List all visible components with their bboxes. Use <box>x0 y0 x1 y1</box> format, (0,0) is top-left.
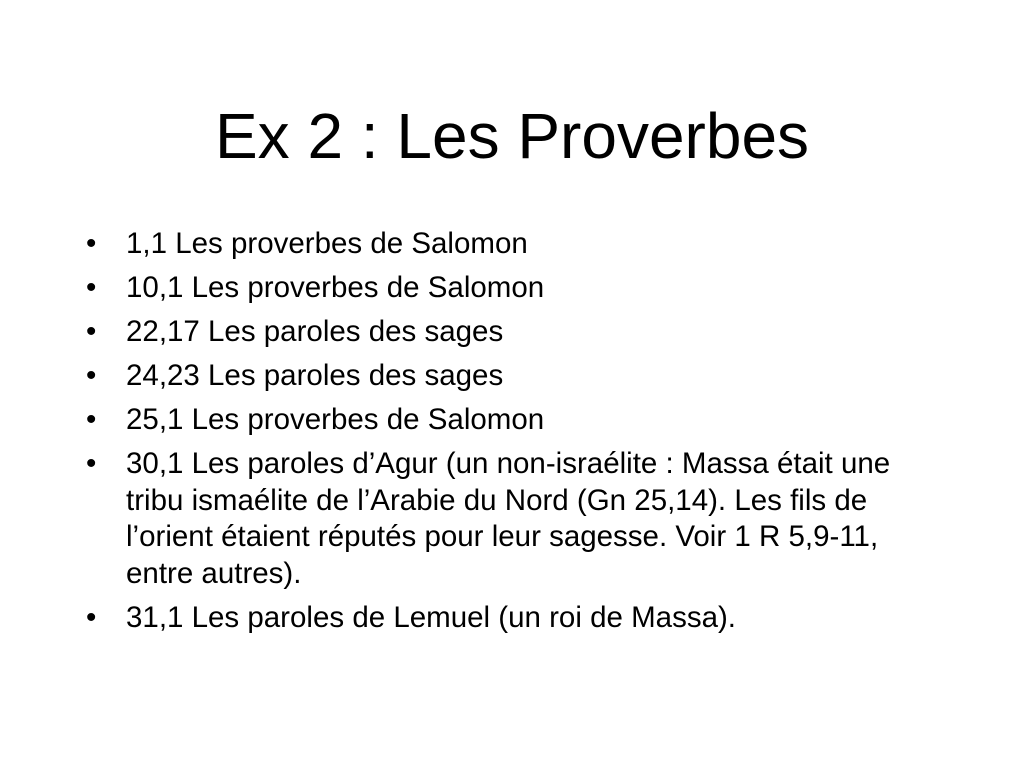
bullet-icon: • <box>86 447 97 480</box>
bullet-item-6 <box>86 446 946 592</box>
bullet-text: 1,1 Les proverbes de Salomon <box>126 227 528 260</box>
bullet-icon: • <box>86 315 97 348</box>
bullet-list <box>86 226 946 644</box>
bullet-text: 24,23 Les paroles des sages <box>126 359 504 392</box>
bullet-item-2 <box>86 270 946 307</box>
bullet-item-7 <box>86 600 946 637</box>
bullet-icon: • <box>86 600 97 634</box>
bullet-text: 22,17 Les paroles des sages <box>126 315 504 348</box>
bullet-item-1 <box>86 226 946 263</box>
bullet-text: 30,1 Les paroles d’Agur (un non-israélite : Massa était une tribu ismaélite de l’Arabie du Nord (Gn 25,14). Les fils de l’orient étaient réputés pour leur sagesse. Voir 1 R 5,9-11, entre autres). <box>126 447 891 590</box>
bullet-icon: • <box>86 271 97 304</box>
bullet-text: 25,1 Les proverbes de Salomon <box>126 403 545 436</box>
bullet-item-4 <box>86 358 946 395</box>
bullet-text: 31,1 Les paroles de Lemuel (un roi de Massa). <box>126 600 737 634</box>
bullet-icon: • <box>86 403 97 436</box>
bullet-icon: • <box>86 227 97 260</box>
slide-title: Ex 2 : Les Proverbes <box>214 100 810 172</box>
bullet-item-5 <box>86 402 946 439</box>
bullet-item-3 <box>86 314 946 351</box>
bullet-text: 10,1 Les proverbes de Salomon <box>126 271 545 304</box>
bullet-icon: • <box>86 359 97 392</box>
